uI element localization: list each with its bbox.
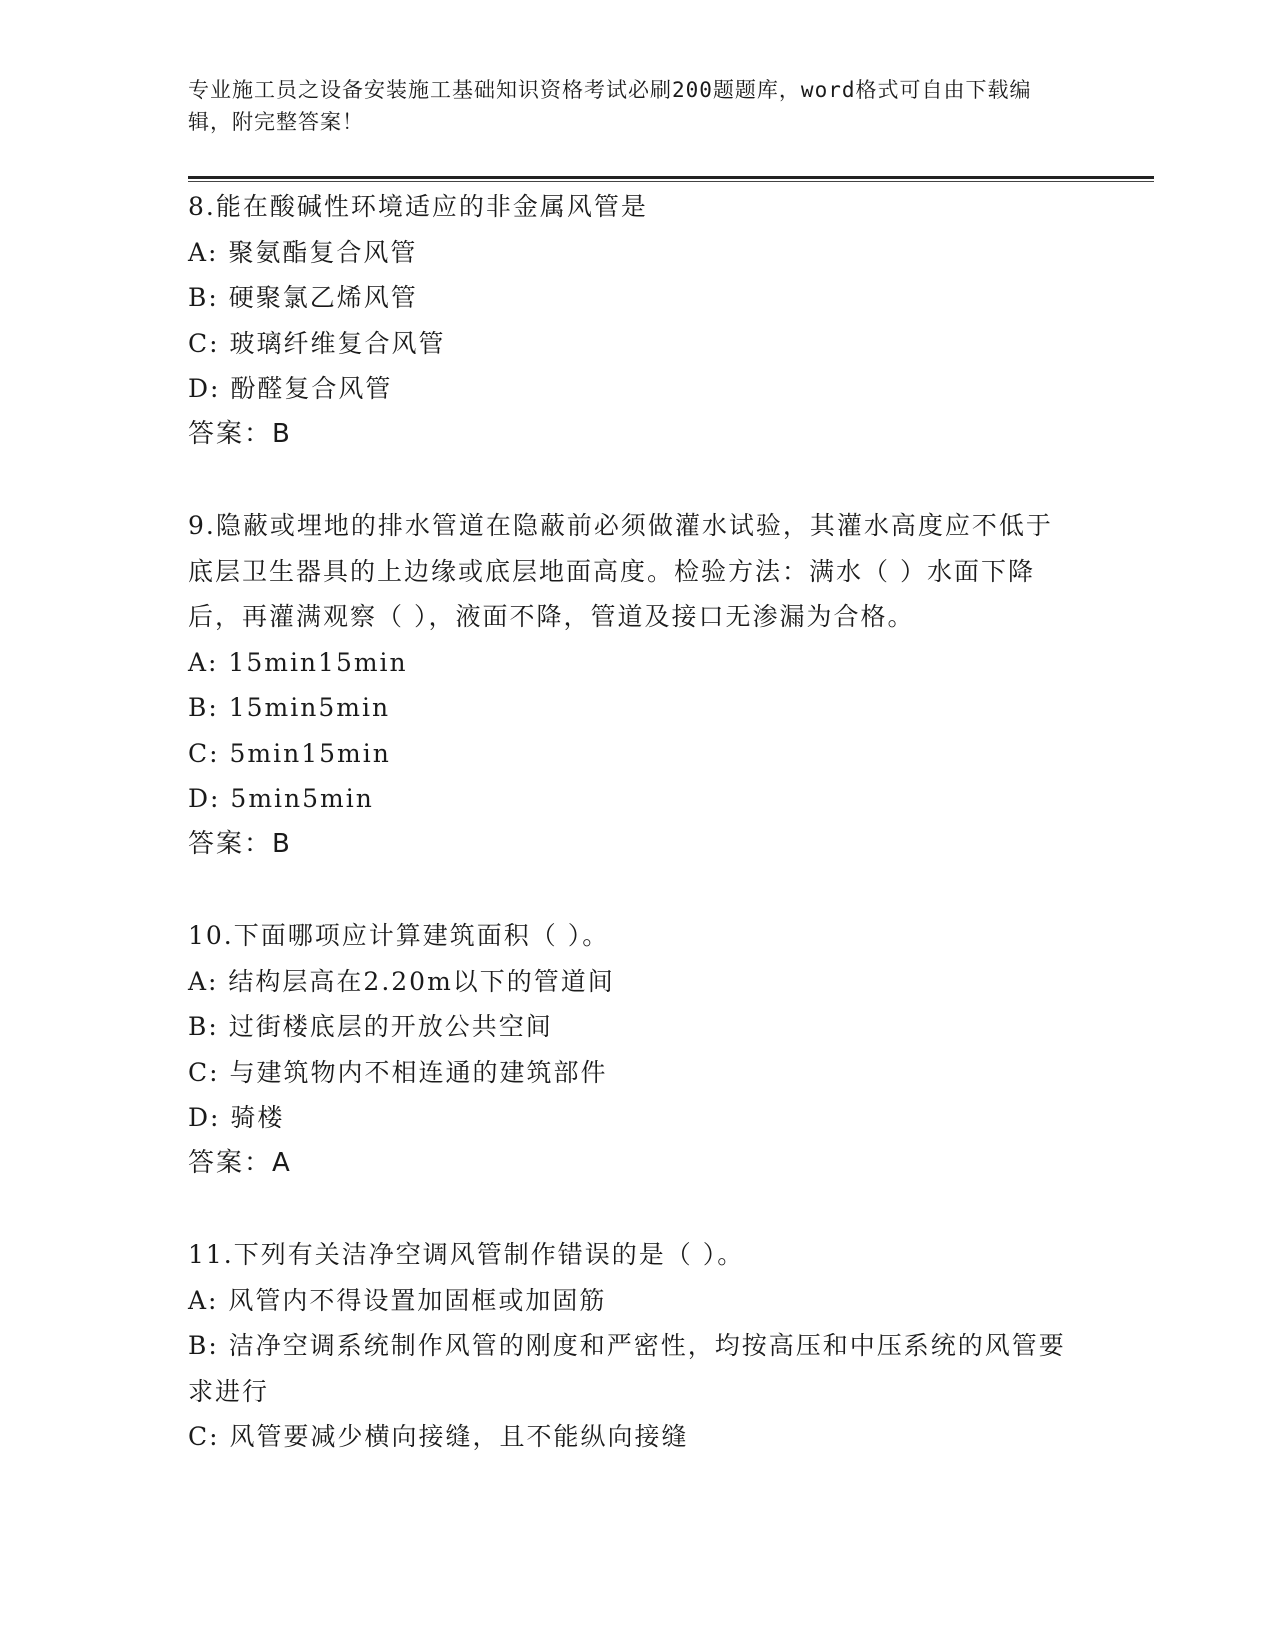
option-a: A: 聚氨酯复合风管 [188, 237, 418, 267]
answer-label: 答案： [188, 418, 273, 449]
header-divider [188, 176, 1154, 179]
option-a: A: 15min15min [188, 647, 408, 677]
option-a: A: 风管内不得设置加固框或加固筋 [188, 1285, 607, 1315]
option-d: D: 骑楼 [188, 1103, 285, 1132]
question-8 [188, 184, 1088, 457]
answer-value: B [272, 418, 292, 449]
option-b: B: 洁净空调系统制作风管的刚度和严密性，均按高压和中压系统的风管要求进行 [188, 1331, 1066, 1406]
question-stem: 9.隐蔽或埋地的排水管道在隐蔽前必须做灌水试验，其灌水高度应不低于底层卫生器具的上边缘或底层地面高度。检验方法：满水（ ）水面下降后，再灌满观察（ ），液面不降，管道及接口无渗漏为合格。 [188, 511, 1053, 631]
answer-value: B [272, 828, 292, 859]
answer-row [188, 822, 1088, 868]
question-stem: 10.下面哪项应计算建筑面积（ ）。 [188, 921, 610, 950]
answer-label: 答案： [188, 828, 273, 859]
document-header: 专业施工员之设备安装施工基础知识资格考试必刷200题题库，word格式可自由下载编辑，附完整答案！ [188, 78, 1032, 134]
header-divider-thin [188, 181, 1154, 182]
question-stem: 8.能在酸碱性环境适应的非金属风管是 [188, 192, 648, 221]
question-9 [188, 503, 1088, 867]
question-10 [188, 913, 1088, 1186]
answer-label: 答案： [188, 1147, 273, 1178]
question-stem: 11.下列有关洁净空调风管制作错误的是（ ）。 [188, 1240, 745, 1269]
answer-value: A [272, 1147, 292, 1178]
question-11 [188, 1232, 1088, 1460]
question-list [188, 184, 1088, 1460]
option-c: C: 玻璃纤维复合风管 [188, 328, 446, 358]
option-b: B: 过街楼底层的开放公共空间 [188, 1012, 553, 1041]
option-d: D: 5min5min [188, 784, 374, 813]
spacer [188, 867, 1088, 913]
spacer [188, 1186, 1088, 1232]
option-b: B: 硬聚氯乙烯风管 [188, 283, 418, 312]
option-a: A: 结构层高在2.20m以下的管道间 [188, 966, 615, 996]
option-c: C: 风管要减少横向接缝，且不能纵向接缝 [188, 1422, 689, 1451]
option-d: D: 酚醛复合风管 [188, 374, 393, 403]
option-c: C: 与建筑物内不相连通的建筑部件 [188, 1057, 608, 1087]
option-c: C: 5min15min [188, 738, 391, 768]
option-b: B: 15min5min [188, 693, 391, 722]
answer-row [188, 412, 1088, 458]
answer-row [188, 1141, 1088, 1187]
spacer [188, 457, 1088, 503]
